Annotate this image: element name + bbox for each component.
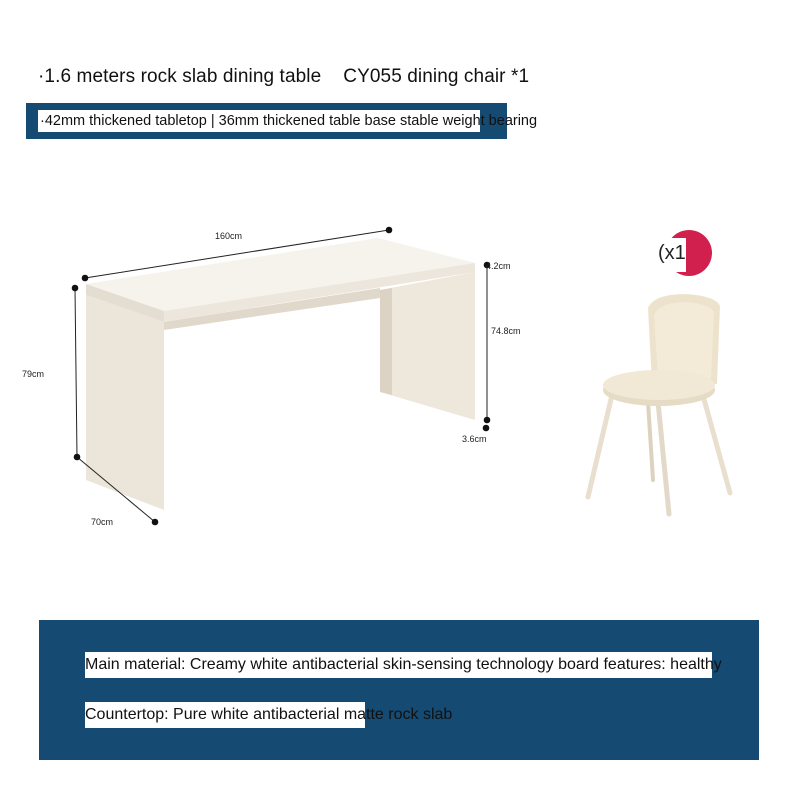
length-label: 160cm: [215, 231, 243, 241]
table-image: [86, 238, 475, 510]
quantity-badge-text: (x1: [658, 242, 686, 264]
subtitle-text: ·42mm thickened tabletop | 36mm thickened table base stable weight bearing: [38, 110, 541, 132]
depth-label: 70cm: [91, 517, 114, 527]
chair-image: [588, 294, 730, 514]
height-left-label: 79cm: [22, 369, 45, 379]
top-thickness-label: 4.2cm: [486, 261, 511, 271]
features-panel: [39, 620, 759, 760]
table-title: ·1.6 meters rock slab dining table: [38, 66, 322, 87]
countertop-text: Countertop: Pure white antibacterial matte rock slab: [85, 702, 452, 728]
main-material-text: Main material: Creamy white antibacterial skin-sensing technology board features: healthy: [85, 652, 722, 678]
base-thickness-label: 3.6cm: [462, 434, 487, 444]
chair-title: CY055 dining chair *1: [343, 66, 530, 87]
height-right-label: 74.8cm: [491, 326, 521, 336]
